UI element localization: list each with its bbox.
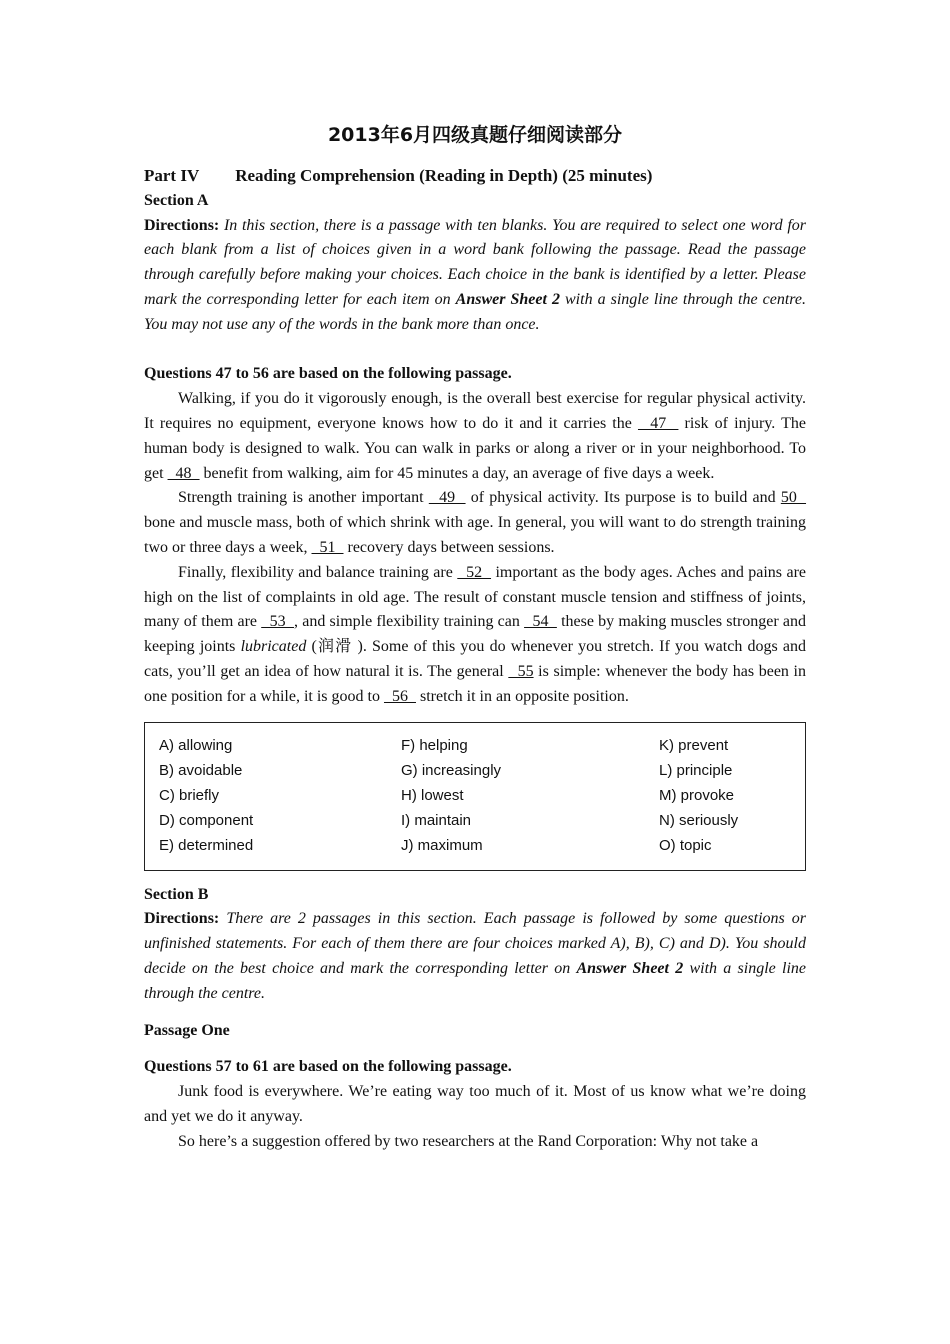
document-body — [144, 164, 806, 1155]
word-option: O) topic — [659, 836, 712, 854]
directions-label: Directions: — [144, 216, 220, 234]
passage-one-heading: Passage One — [144, 1021, 230, 1039]
page-title: 2013年6月四级真题仔细阅读部分 — [327, 124, 623, 146]
answer-sheet-ref: Answer Sheet 2 — [455, 290, 560, 308]
directions-label: Directions: — [144, 910, 220, 928]
blank-49: 49 — [428, 489, 466, 507]
word-option: H) lowest — [401, 786, 464, 804]
part-label: Part IV — [144, 166, 200, 185]
section-a-directions: Directions: In this section, there is a passage with ten blanks. You are required to select one word for each blank from a list of choices given in a word bank following the passage. Read the passage through carefully before making your choices. Each choice in the bank is identified by a letter. Please mark the corresponding letter for each item on Answer Sheet 2 with a single line through the centre. You may not use any of the words in the bank more than once. — [144, 216, 807, 333]
blank-52: 52 — [457, 563, 492, 581]
answer-sheet-ref: Answer Sheet 2 — [576, 959, 684, 977]
word-option: L) principle — [659, 761, 733, 779]
part-title: Reading Comprehension (Reading in Depth) (25 minutes) — [235, 166, 653, 185]
blank-53: 53 — [261, 613, 295, 631]
word-bank-column-3 — [659, 733, 738, 858]
blank-55: 55 — [508, 662, 534, 680]
word-option: E) determined — [159, 836, 254, 854]
blank-56: 56 — [383, 687, 416, 705]
word-bank-column-2 — [401, 733, 501, 858]
word-bank-column-1 — [159, 733, 253, 858]
questions-47-56-heading: Questions 47 to 56 are based on the following passage. — [144, 365, 512, 383]
word-option: D) component — [159, 811, 254, 829]
word-option: C) briefly — [159, 786, 220, 804]
word-option: A) allowing — [159, 736, 233, 754]
word-option: K) prevent — [659, 736, 729, 754]
word-option: N) seriously — [659, 811, 739, 829]
blank-54: 54 — [524, 613, 557, 631]
word-option: M) provoke — [659, 786, 735, 804]
blank-47: 47 — [637, 414, 679, 432]
section-b-heading: Section B — [144, 885, 209, 903]
passage-one-paragraph-2: So here’s a suggestion offered by two researchers at the Rand Corporation: Why not take a — [178, 1132, 759, 1150]
blank-51: 51 — [311, 538, 344, 556]
word-option: G) increasingly — [401, 761, 502, 779]
blank-48: 48 — [167, 464, 200, 482]
passage-paragraph-1: Walking, if you do it vigorously enough, is the overall best exercise for regular physical activity. It requires no equipment, everyone knows how to do it and it carries the 47 risk of injury. The human body is designed to walk. You can walk in parks or along a river or in your neighborhood. To get 48 benefit from walking, aim for 45 minutes a day, an average of five days a week. — [144, 390, 806, 482]
word-bank — [144, 722, 806, 871]
word-option: F) helping — [401, 736, 468, 754]
passage-paragraph-2: Strength training is another important 49 of physical activity. Its purpose is to build and 50 bone and muscle mass, both of which shrink with age. In general, you will want to do strength training two or three days a week, 51 recovery days between sessions. — [144, 489, 807, 556]
word-option: J) maximum — [401, 836, 483, 854]
passage-one-paragraph-1: Junk food is everywhere. We’re eating way too much of it. Most of us know what we’re doing and yet we do it anyway. — [144, 1083, 806, 1125]
section-b-directions: Directions: There are 2 passages in this section. Each passage is followed by some questions or unfinished statements. For each of them there are four choices marked A), B), C) and D). You should decide on the best choice and mark the corresponding letter on Answer Sheet 2 with a single line through the centre. — [144, 910, 807, 1002]
word-option: B) avoidable — [159, 761, 243, 779]
part-heading — [144, 164, 806, 189]
questions-57-61-heading: Questions 57 to 61 are based on the following passage. — [144, 1058, 512, 1076]
blank-50: 50 — [780, 489, 807, 507]
passage-paragraph-3: Finally, flexibility and balance training are 52 important as the body ages. Aches and pains are high on the list of complaints in old age. The result of constant muscle tension and stiffness of joints, many of them are 53 , and simple flexibility training can 54 these by making muscles stronger and keeping joints lubricated (润滑 ). Some of this you do whenever you stretch. If you watch dogs and cats, you’ll get an idea of how natural it is. The general 55 is simple: whenever the body has been in one position for a while, it is good to 56 stretch it in an opposite position. — [144, 563, 807, 705]
word-option: I) maintain — [401, 811, 472, 829]
section-a-heading: Section A — [144, 191, 209, 209]
